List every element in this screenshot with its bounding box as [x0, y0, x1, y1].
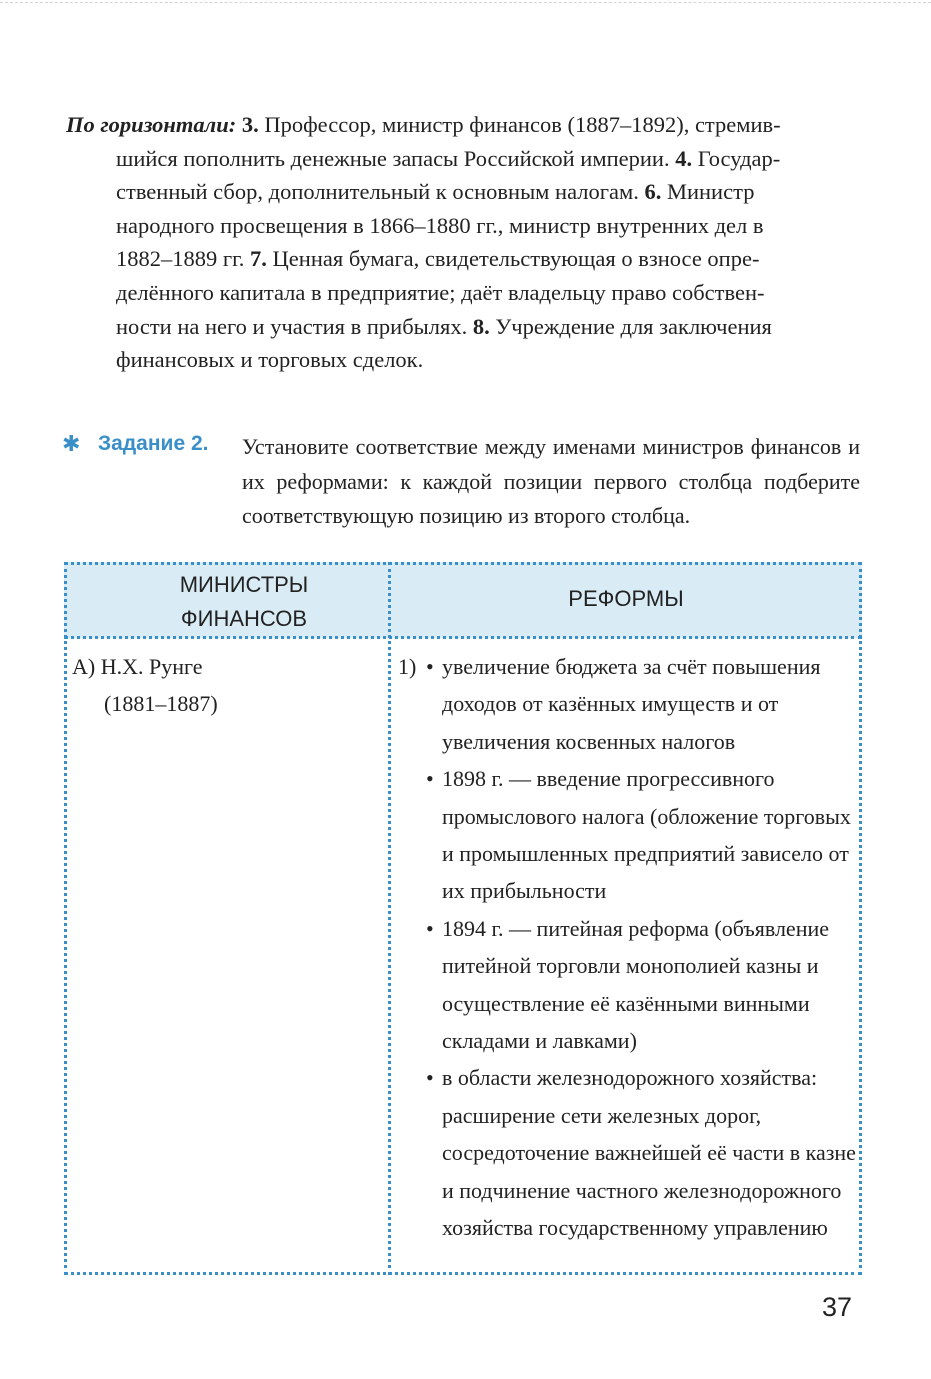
clue-line: 3. Профессор, министр финансов (1887–1892), стремив- [241, 112, 781, 137]
clue-line: шийся пополнить денежные запасы Российской империи. 4. Государ- [116, 145, 781, 171]
column-header-ministers: МИНИСТРЫ ФИНАНСОВ [179, 572, 309, 631]
reforms-cell [398, 648, 860, 1247]
bullet-icon: • [426, 766, 434, 792]
clue-line: ственный сбор, дополнительный к основным налогам. 6. Министр [116, 179, 755, 205]
task-text: Установите соответствие между именами министров финансов и их реформами: к каждой позиции первого столбца подберите соответствующую позицию из второго столбца. [242, 434, 860, 528]
page-top-rule [0, 2, 931, 3]
task-label: Задание 2. [98, 432, 209, 455]
clue-line: ности на него и участия в прибылях. 8. Учреждение для заключения [116, 313, 772, 339]
table-border-left [64, 562, 67, 1275]
bullet-icon: • [426, 915, 434, 941]
list-item: • 1894 г. — питейная реформа (объявление питейной торговли монополией казны и осуществление её казёнными винными складами и лавками) [426, 910, 860, 1060]
minister-years: (1881–1887) [104, 691, 218, 716]
list-item: • в области железнодорожного хозяйства: расширение сети железных дорог, сосредоточение важнейшей её части в казне и подчинение частного железнодорожного хозяйства государственному управлению [426, 1059, 860, 1246]
table-header-divider [64, 636, 862, 639]
clue-line: финансовых и торговых сделок. [116, 347, 424, 373]
crossword-clues [66, 108, 862, 377]
page-number: 37 [822, 1292, 853, 1322]
clue-line: делённого капитала в предприятие; даёт владельцу право собствен- [116, 279, 765, 305]
clue-line: народного просвещения в 1866–1880 гг., министр внутренних дел в [116, 212, 764, 238]
star-icon: ✱ [62, 432, 81, 457]
minister-cell [72, 648, 218, 722]
table-border-top [64, 562, 862, 565]
column-header-reforms: РЕФОРМЫ [568, 586, 684, 611]
table-border-bottom [64, 1272, 862, 1275]
reform-number: 1) [398, 654, 417, 679]
bullet-icon: • [426, 1065, 434, 1091]
minister-name: А) Н.Х. Рунге [72, 654, 203, 679]
clue-line: 1882–1889 гг. 7. Ценная бумага, свидетельствующая о взносе опре- [116, 246, 760, 272]
matching-table [64, 562, 862, 1276]
list-item: • увеличение бюджета за счёт повышения доходов от казённых имуществ и от увеличения косвенных налогов [426, 648, 860, 760]
reform-list [398, 648, 860, 1247]
clues-heading: По горизонтали: [66, 112, 237, 137]
table-column-divider [388, 562, 391, 1275]
list-item: • 1898 г. — введение прогрессивного промыслового налога (обложение торговых и промышленных предприятий зависело от их прибыльности [426, 760, 860, 910]
bullet-icon: • [426, 654, 434, 679]
